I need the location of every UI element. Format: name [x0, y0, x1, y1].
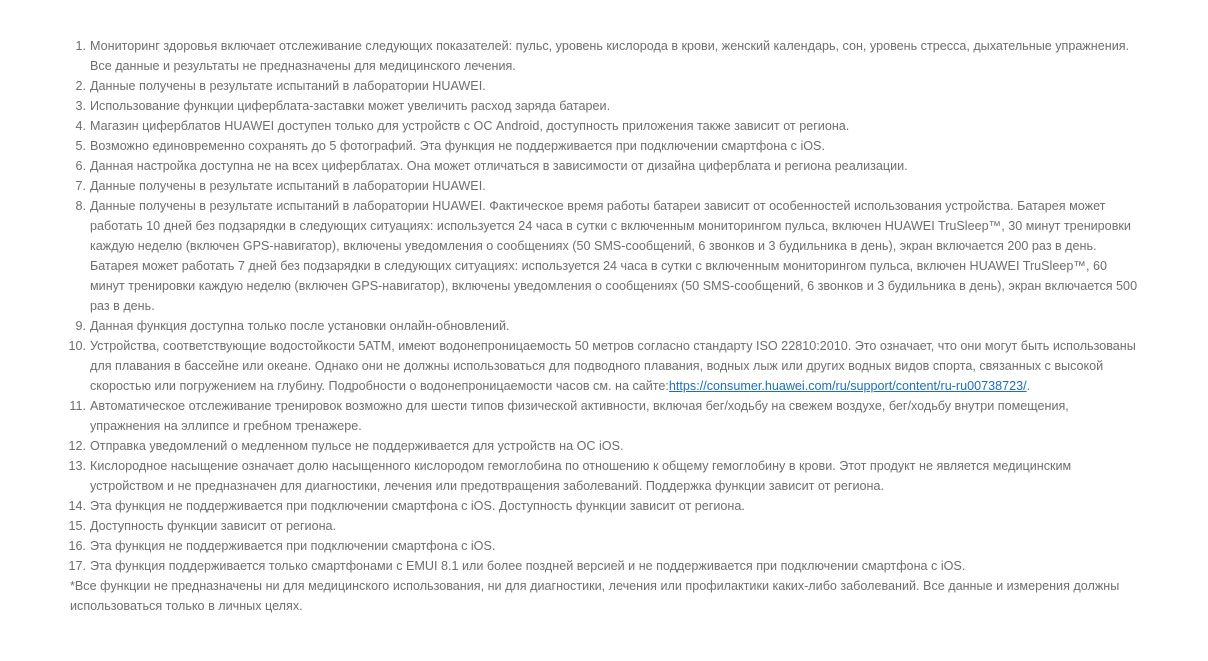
note-item-10: [90, 336, 1140, 396]
note-text: Данные получены в результате испытаний в лаборатории HUAWEI. Фактическое время работы батареи зависит от особенностей использования устройства. Батарея может работать 10 дней без подзарядки в следующих ситуациях: используется 24 часа в сутки с включенным мониторингом пульса, включен HUAWEI TruSleep™, 30 минут тренировки каждую неделю (включен GPS-навигатор), включены уведомления о сообщениях (50 SMS-сообщений, 6 звонков и 3 будильника в день), экран включается 200 раз в день. Батарея может работать 7 дней без подзарядки в следующих ситуациях: используется 24 часа в сутки с включенным мониторингом пульса, включен HUAWEI TruSleep™, 60 минут тренировки каждую неделю (включен GPS-навигатор), включены уведомления о сообщениях (50 SMS-сообщений, 6 звонков и 3 будильника в день), экран включается 500 раз в день.: [90, 199, 1138, 313]
note-item-8: [90, 196, 1140, 316]
note-item-7: [90, 176, 1140, 196]
note-text: Мониторинг здоровья включает отслеживание следующих показателей: пульс, уровень кислорода в крови, женский календарь, сон, уровень стресса, дыхательные упражнения. Все данные и результаты не предназначены для медицинского лечения.: [90, 39, 1130, 73]
note-text: Автоматическое отслеживание тренировок возможно для шести типов физической активности, включая бег/ходьбу на свежем воздухе, бег/ходьбу внутри помещения, упражнения на эллипсе и гребном тренажере.: [90, 399, 1069, 433]
note-item-2: [90, 76, 1140, 96]
note-text: Данные получены в результате испытаний в лаборатории HUAWEI.: [90, 79, 486, 93]
note-text: Данные получены в результате испытаний в лаборатории HUAWEI.: [90, 179, 486, 193]
note-item-13: [90, 456, 1140, 496]
note-item-17: [90, 556, 1140, 576]
waterproof-info-link[interactable]: https://consumer.huawei.com/ru/support/content/ru-ru00738723/: [668, 379, 1027, 393]
note-text: Устройства, соответствующие водостойкости 5ATM, имеют водонепроницаемость 50 метров согласно стандарту ISO 22810:2010. Это означает, что они могут быть использованы для плавания в бассейне или океане. Однако они не должны использоваться для подводного плавания, водных лыж или других водных видов спорта, связанных с высокой скоростью или погружением на глубину. Подробности о водонепроницаемости часов см. на сайте:: [90, 339, 1136, 393]
note-item-4: [90, 116, 1140, 136]
note-text: Использование функции циферблата-заставки может увеличить расход заряда батареи.: [90, 99, 611, 113]
note-item-14: [90, 496, 1140, 516]
note-text: Возможно единовременно сохранять до 5 фотографий. Эта функция не поддерживается при подключении смартфона с iOS.: [90, 139, 825, 153]
note-text: Эта функция не поддерживается при подключении смартфона с iOS.: [90, 539, 496, 553]
note-text-tail: .: [1026, 379, 1031, 393]
note-item-12: [90, 436, 1140, 456]
note-text: Магазин циферблатов HUAWEI доступен только для устройств с ОС Android, доступность приложения также зависит от региона.: [90, 119, 850, 133]
note-text: Данная настройка доступна не на всех циферблатах. Она может отличаться в зависимости от дизайна циферблата и региона реализации.: [90, 159, 908, 173]
note-item-6: [90, 156, 1140, 176]
note-item-11: [90, 396, 1140, 436]
note-item-16: [90, 536, 1140, 556]
note-text: Эта функция не поддерживается при подключении смартфона с iOS. Доступность функции зависит от региона.: [90, 499, 745, 513]
notes-list: [70, 36, 1140, 576]
note-text: Доступность функции зависит от региона.: [90, 519, 337, 533]
note-text: Данная функция доступна только после установки онлайн-обновлений.: [90, 319, 510, 333]
general-disclaimer: *Все функции не предназначены ни для медицинского использования, ни для диагностики, лечения или профилактики каких-либо заболеваний. Все данные и измерения должны использоваться только в личных целях.: [70, 579, 1120, 613]
disclaimer-section: [70, 36, 1140, 616]
note-item-1: [90, 36, 1140, 76]
note-text: Эта функция поддерживается только смартфонами с EMUI 8.1 или более поздней версией и не поддерживается при подключении смартфона с iOS.: [90, 559, 966, 573]
note-item-15: [90, 516, 1140, 536]
note-item-5: [90, 136, 1140, 156]
note-text: Отправка уведомлений о медленном пульсе не поддерживается для устройств на ОС iOS.: [90, 439, 624, 453]
note-text: Кислородное насыщение означает долю насыщенного кислородом гемоглобина по отношению к общему гемоглобину в крови. Этот продукт не является медицинским устройством и не предназначен для диагностики, лечения или предотвращения заболеваний. Поддержка функции зависит от региона.: [90, 459, 1072, 493]
note-item-9: [90, 316, 1140, 336]
note-item-3: [90, 96, 1140, 116]
